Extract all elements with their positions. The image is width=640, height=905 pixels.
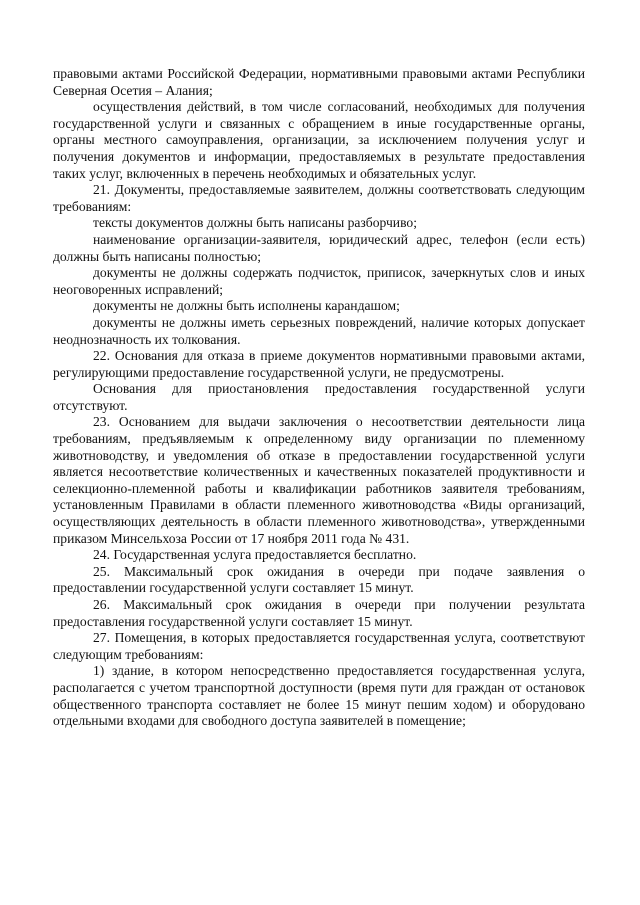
requirement-legible: тексты документов должны быть написаны разборчиво; <box>93 215 417 231</box>
requirement-no-pencil: документы не должны быть исполнены карандашом; <box>93 298 400 314</box>
paragraph-actions: осуществления действий, в том числе согласований, необходимых для получения государственной услуги и связанных с обращением в иные государственные органы, органы местного самоуправления, организации, за исключением получения услуг и получения документов и информации, предоставляемых в результате предоставления таких услуг, включенных в перечень необходимых и обязательных услуг. <box>53 99 585 181</box>
requirement-no-damage: документы не должны иметь серьезных повреждений, наличие которых допускает неоднозначность их толкования. <box>53 314 585 347</box>
paragraph-21: 21. Документы, предоставляемые заявителем, должны соответствовать следующим требованиям: <box>53 182 585 214</box>
paragraph-22: 22. Основания для отказа в приеме документов нормативными правовыми актами, регулирующими предоставление государственной услуги, не предусмотрены. <box>53 348 585 380</box>
paragraph-26: 26. Максимальный срок ожидания в очереди при получении результата предоставления государственной услуги составляет 15 минут. <box>53 597 585 629</box>
requirement-name-address: наименование организации-заявителя, юридический адрес, телефон (если есть) должны быть написаны полностью; <box>53 231 585 264</box>
paragraph-27-item-1: 1) здание, в котором непосредственно предоставляется государственная услуга, располагается с учетом транспортной доступности (время пути для граждан от остановок общественного транспорта составляет не более 15 минут пешим ходом) и оборудовано отдельными входами для свободного доступа заявителей в помещение; <box>53 663 585 729</box>
paragraph-23: 23. Основанием для выдачи заключения о несоответствии деятельности лица требованиям, предъявляемым к определенному виду организации по племенному животноводству, и уведомления об отказе в предоставлении государственной услуги является несоответствие количественных и качественных показателей продуктивности и селекционно-племенной работы и квалификации работников заявителя требованиям, установленным Правилами в области племенного животноводства «Виды организаций, осуществляющих деятельность в области племенного животноводства», утвержденными приказом Минсельхоза России от 17 ноября 2011 года № 431. <box>53 414 585 546</box>
paragraph-25: 25. Максимальный срок ожидания в очереди при подаче заявления о предоставлении государственной услуги составляет 15 минут. <box>53 563 585 596</box>
paragraph-27: 27. Помещения, в которых предоставляется государственная услуга, соответствуют следующим требованиям: <box>53 630 585 662</box>
paragraph-24: 24. Государственная услуга предоставляется бесплатно. <box>93 547 417 563</box>
paragraph-continuation: правовыми актами Российской Федерации, нормативными правовыми актами Республики Северная Осетия – Алания; <box>53 66 585 98</box>
document-page <box>53 66 585 730</box>
paragraph-suspension: Основания для приостановления предоставления государственной услуги отсутствуют. <box>53 381 585 413</box>
requirement-no-erasures: документы не должны содержать подчисток, приписок, зачеркнутых слов и иных неоговоренных исправлений; <box>53 265 585 297</box>
